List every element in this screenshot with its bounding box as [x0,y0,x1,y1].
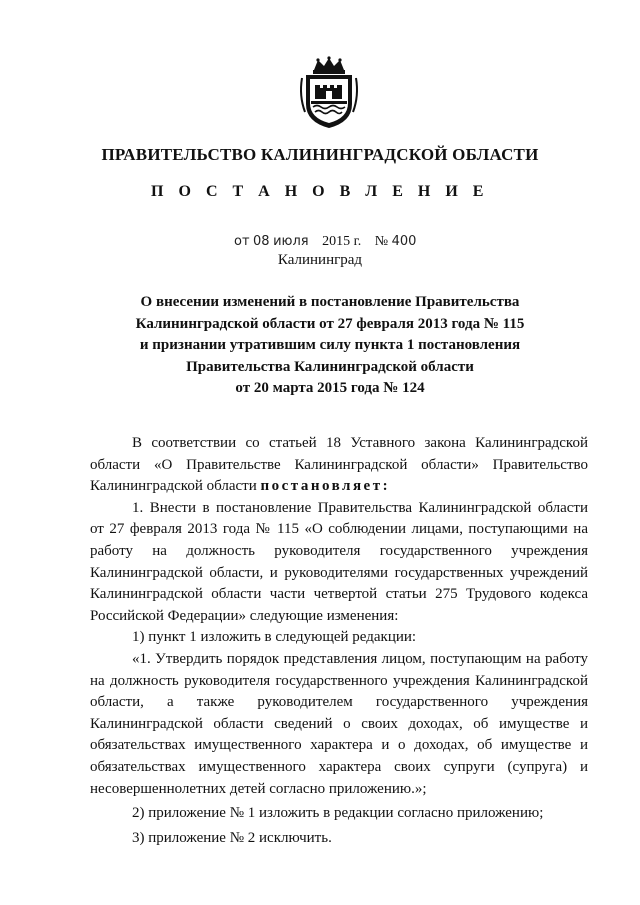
title-line: О внесении изменений в постановление Правительства [140,294,520,310]
decree-number: 400 [391,234,417,249]
date-month: июля [273,234,309,249]
date-year: 2015 г. [322,234,362,249]
quoted-paragraph: «1. Утвердить порядок представления лицом, поступающим на работу на должность руководителя государственного учреждения Калининградской области, а также руководителем государственного учреждения Калининградской области сведений о своих доходах, об имуществе и обязательствах имущественного характера и о доходах, об имуществе и обязательствах имущественного характера своих супруги (супруга) и несовершеннолетних детей согласно приложению.»; [90,650,588,797]
title-line: и признании утратившим силу пункта 1 постановления [139,337,521,353]
decree-body [90,433,588,849]
number-sign: № [374,234,389,249]
date-day: 08 [253,234,270,249]
document-type: П О С Т А Н О В Л Е Н И Е [151,183,489,200]
decides-word: постановляет: [260,478,391,495]
date-line [234,234,416,250]
title-line: Калининградской области от 27 февраля 2013 года № 115 [135,315,525,332]
title-line: Правительства Калининградской области [186,358,474,375]
subitem-3-paragraph: 3) приложение № 2 исключить. [132,829,332,846]
preamble-paragraph [90,433,588,498]
government-name: ПРАВИТЕЛЬСТВО КАЛИНИНГРАДСКОЙ ОБЛАСТИ [101,145,539,164]
subitem-1-paragraph: 1) пункт 1 изложить в следующей редакции: [132,629,417,646]
city-name: Калининград [277,252,363,268]
subitem-2-paragraph: 2) приложение № 1 изложить в редакции согласно приложению; [132,805,544,822]
preamble-text: В соответствии со статьей 18 Уставного закона Калининградской области «О Правительстве Калининградской области» Правительство Калининградской области [90,435,588,495]
item-1-paragraph: 1. Внести в постановление Правительства Калининградской области от 27 февраля 2013 года № 115 «О соблюдении лицами, поступающими на работу на должность руководителя государственного учреждения Калининградской области, и руководителями государственных учреждений Калининградской области части четвертой статьи 275 Трудового кодекса Российской Федерации» следующие изменения: [90,499,588,624]
decree-title [120,292,540,400]
coat-of-arms-emblem [296,56,362,130]
title-line: от 20 марта 2015 года № 124 [235,380,425,396]
date-prefix: от [234,234,250,249]
